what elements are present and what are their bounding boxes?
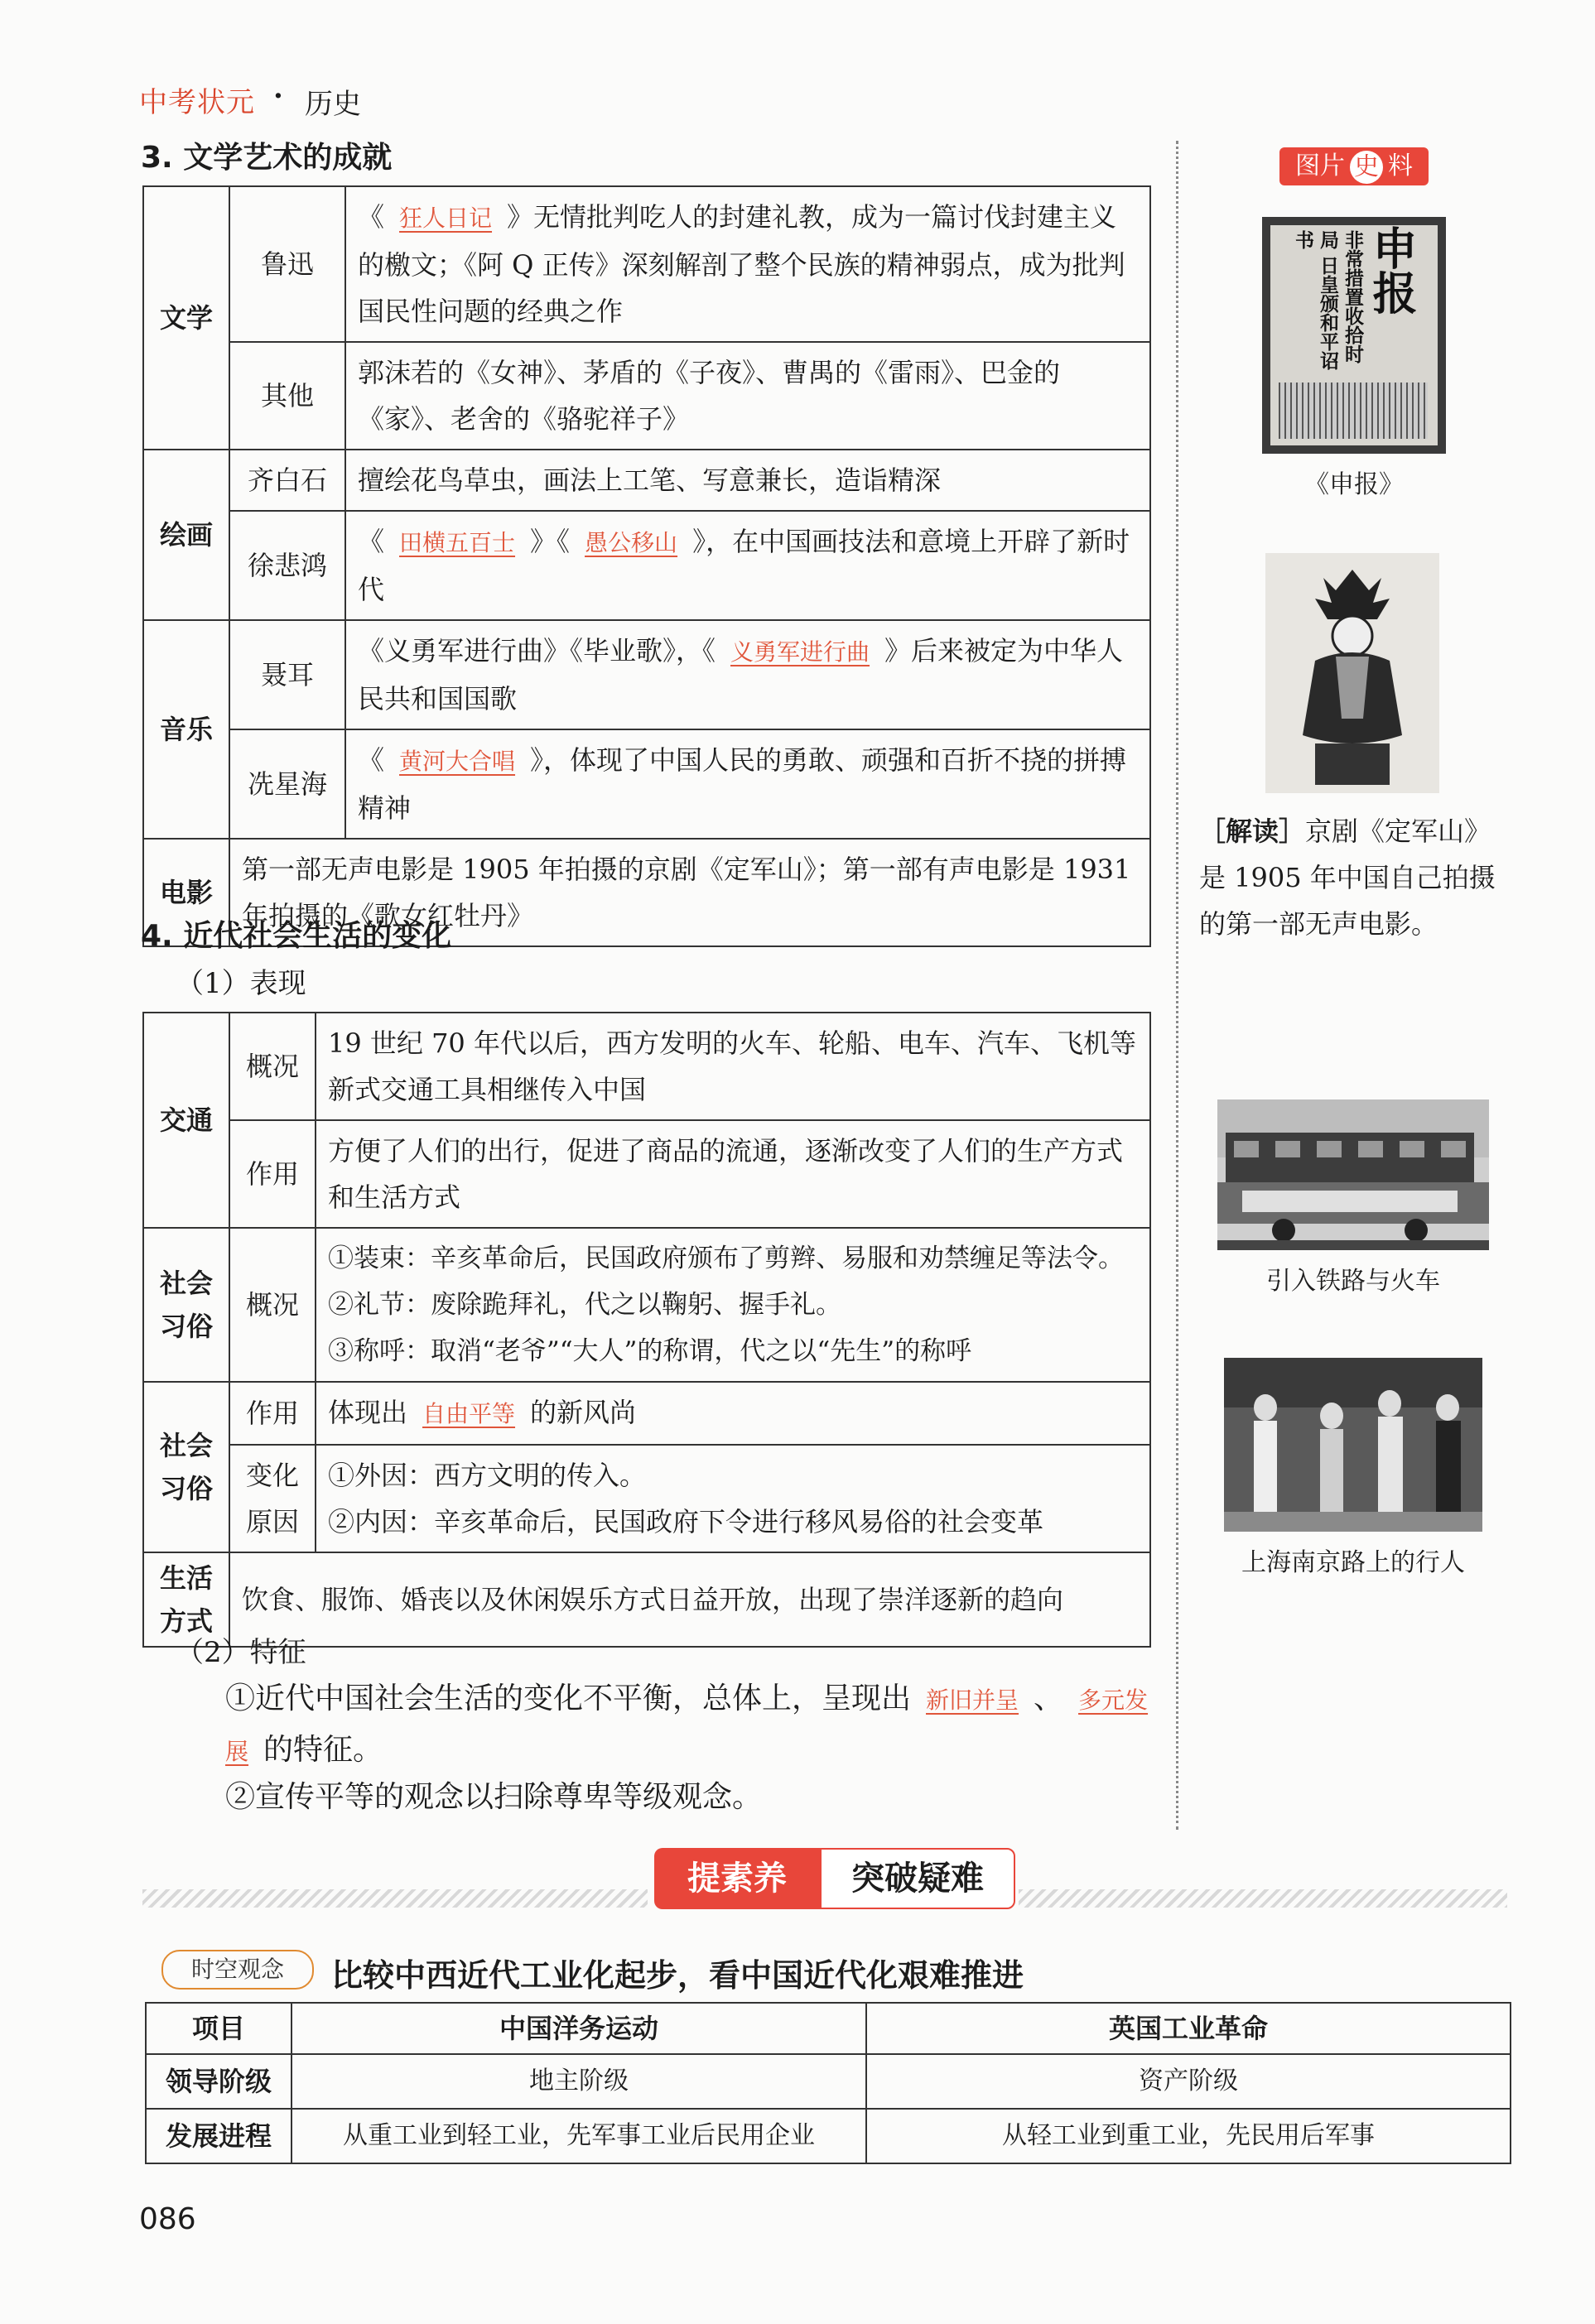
content-cell: 郭沫若的《女神》、茅盾的《子夜》、曹禺的《雷雨》、巴金的《家》、老舍的《骆驼祥子》 xyxy=(345,342,1150,450)
value-cell: 从轻工业到重工业，先民用后军事 xyxy=(866,2109,1511,2163)
content-cell: 方便了人们的出行，促进了商品的流通，逐渐改变了人们的生产方式和生活方式 xyxy=(316,1120,1150,1228)
row-label-cell: 领导阶级 xyxy=(146,2054,292,2109)
table-row xyxy=(146,2109,1511,2163)
pedestrians-icon xyxy=(1224,1358,1482,1532)
content-cell: 擅绘花鸟草虫，画法上工笔、写意兼长，造诣精深 xyxy=(345,450,1150,511)
content-cell: 《 黄河大合唱 》，体现了中国人民的勇敢、顽强和百折不挠的拼搏精神 xyxy=(345,729,1150,839)
content-cell: ①外因：西方文明的传入。 ②内因：辛亥革命后，民国政府下令进行移风易俗的社会变革 xyxy=(316,1445,1150,1552)
person-cell: 冼星海 xyxy=(229,729,345,839)
train-caption: 引入铁路与火车 xyxy=(1266,1267,1440,1296)
subsection-1-title: （1）表现 xyxy=(176,967,306,1000)
column-divider xyxy=(1176,141,1178,1830)
value-cell: 从重工业到轻工业，先军事工业后民用企业 xyxy=(292,2109,866,2163)
table-row xyxy=(143,620,1150,729)
person-cell: 徐悲鸿 xyxy=(229,511,345,620)
feature-2: ②宣传平等的观念以扫除尊卑等级观念。 xyxy=(225,1780,763,1814)
answer-fill: 义勇军进行曲 xyxy=(730,638,870,666)
table-row xyxy=(143,1120,1150,1228)
table-row xyxy=(143,511,1150,620)
answer-fill: 自由平等 xyxy=(422,1400,516,1427)
header-cell: 项目 xyxy=(146,2003,292,2054)
header-separator: · xyxy=(273,79,283,113)
newspaper-caption: 《申报》 xyxy=(1304,470,1404,499)
banner-stripe-right xyxy=(1019,1889,1507,1908)
feature-1: ①近代中国社会生活的变化不平衡，总体上，呈现出 新旧并呈 、 多元发展 的特征。 xyxy=(225,1682,1149,1767)
answer-fill: 多元发展 xyxy=(225,1686,1149,1765)
content-cell: 《 田横五百士 》《 愚公移山 》，在中国画技法和意境上开辟了新时代 xyxy=(345,511,1150,620)
aspect-cell: 概况 xyxy=(229,1228,316,1382)
category-cell: 电影 xyxy=(143,839,229,946)
picture-material-badge: 图片 史 料 xyxy=(1279,147,1429,185)
content-cell: 体现出 自由平等 的新风尚 xyxy=(316,1382,1150,1445)
arts-table xyxy=(142,185,1151,947)
aspect-cell: 概况 xyxy=(229,1013,316,1120)
table-row xyxy=(143,1013,1150,1120)
person-cell: 其他 xyxy=(229,342,345,450)
content-cell: 第一部无声电影是 1905 年拍摄的京剧《定军山》；第一部有声电影是 1931 年拍摄的《歌女红牡丹》 xyxy=(229,839,1150,946)
section-3-title: 3. 文学艺术的成就 xyxy=(141,141,393,175)
content-cell: ①装束：辛亥革命后，民国政府颁布了剪辫、易服和劝禁缠足等法令。 ②礼节：废除跪拜礼，代之以鞠躬、握手礼。 ③称呼：取消“老爷”“大人”的称谓，代之以“先生”的称呼 xyxy=(316,1228,1150,1382)
newspaper-photo: 申报 非常措置收拾时局 日皇颁和平诏书 xyxy=(1262,217,1446,454)
series-brand: 中考状元 xyxy=(139,86,255,119)
subsection-2-title: （2）特征 xyxy=(176,1636,306,1669)
table-row xyxy=(143,186,1150,342)
table-row xyxy=(143,1228,1150,1382)
value-cell: 资产阶级 xyxy=(866,2054,1511,2109)
aspect-cell: 作用 xyxy=(229,1120,316,1228)
train-icon xyxy=(1217,1099,1489,1250)
table-header-row xyxy=(146,2003,1511,2054)
banner-stripe-left xyxy=(142,1889,648,1908)
table-row xyxy=(143,729,1150,839)
social-life-table xyxy=(142,1012,1151,1648)
table-row xyxy=(143,1382,1150,1445)
comparison-table xyxy=(145,2002,1511,2164)
section-4-title: 4. 近代社会生活的变化 xyxy=(141,919,452,953)
category-cell: 交通 xyxy=(143,1013,229,1228)
header-cell: 英国工业革命 xyxy=(866,2003,1511,2054)
answer-fill: 狂人日记 xyxy=(399,204,493,232)
row-label-cell: 发展进程 xyxy=(146,2109,292,2163)
person-cell: 聂耳 xyxy=(229,620,345,729)
category-cell: 文学 xyxy=(143,186,229,450)
interpretation-note: ［解读］京剧《定军山》是 1905 年中国自己拍摄的第一部无声电影。 xyxy=(1199,816,1496,940)
content-cell: 饮食、服饰、婚丧以及休闲娱乐方式日益开放，出现了崇洋逐新的趋向 xyxy=(229,1552,1150,1647)
table-row xyxy=(143,1445,1150,1552)
table-row xyxy=(143,450,1150,511)
person-cell: 鲁迅 xyxy=(229,186,345,342)
table-row xyxy=(146,2054,1511,2109)
category-cell: 音乐 xyxy=(143,620,229,839)
opera-figure-icon xyxy=(1265,553,1439,793)
table-row xyxy=(143,342,1150,450)
answer-fill: 黄河大合唱 xyxy=(399,748,516,775)
street-caption: 上海南京路上的行人 xyxy=(1241,1548,1465,1577)
category-cell: 绘画 xyxy=(143,450,229,620)
category-cell: 生活方式 xyxy=(143,1552,229,1647)
aspect-cell: 变化原因 xyxy=(229,1445,316,1552)
content-cell: 19 世纪 70 年代以后，西方发明的火车、轮船、电车、汽车、飞机等新式交通工具相继传入中国 xyxy=(316,1013,1150,1120)
content-cell: 《 狂人日记 》无情批判吃人的封建礼教，成为一篇讨伐封建主义的檄文；《阿 Q 正传》深刻解剖了整个民族的精神弱点，成为批判国民性问题的经典之作 xyxy=(345,186,1150,342)
street-photo xyxy=(1224,1358,1482,1532)
banner-label-left: 提素养 xyxy=(654,1848,820,1909)
answer-fill: 新旧并呈 xyxy=(926,1686,1019,1714)
page-number: 086 xyxy=(139,2202,196,2236)
aspect-cell: 作用 xyxy=(229,1382,316,1445)
spacetime-badge: 时空观念 xyxy=(161,1950,314,1990)
opera-photo xyxy=(1265,553,1439,793)
header-cell: 中国洋务运动 xyxy=(292,2003,866,2054)
subject-label: 历史 xyxy=(305,88,361,121)
answer-fill: 愚公移山 xyxy=(585,529,678,556)
answer-fill: 田横五百士 xyxy=(399,529,516,556)
comparison-title: 比较中西近代工业化起步，看中国近代化艰难推进 xyxy=(331,1957,1024,1994)
banner-label-right: 突破疑难 xyxy=(820,1848,1015,1909)
person-cell: 齐白石 xyxy=(229,450,345,511)
train-photo xyxy=(1217,1099,1489,1250)
content-cell: 《义勇军进行曲》《毕业歌》，《 义勇军进行曲 》后来被定为中华人民共和国国歌 xyxy=(345,620,1150,729)
value-cell: 地主阶级 xyxy=(292,2054,866,2109)
category-cell: 社会习俗 xyxy=(143,1228,229,1382)
category-cell: 社会习俗 xyxy=(143,1382,229,1552)
